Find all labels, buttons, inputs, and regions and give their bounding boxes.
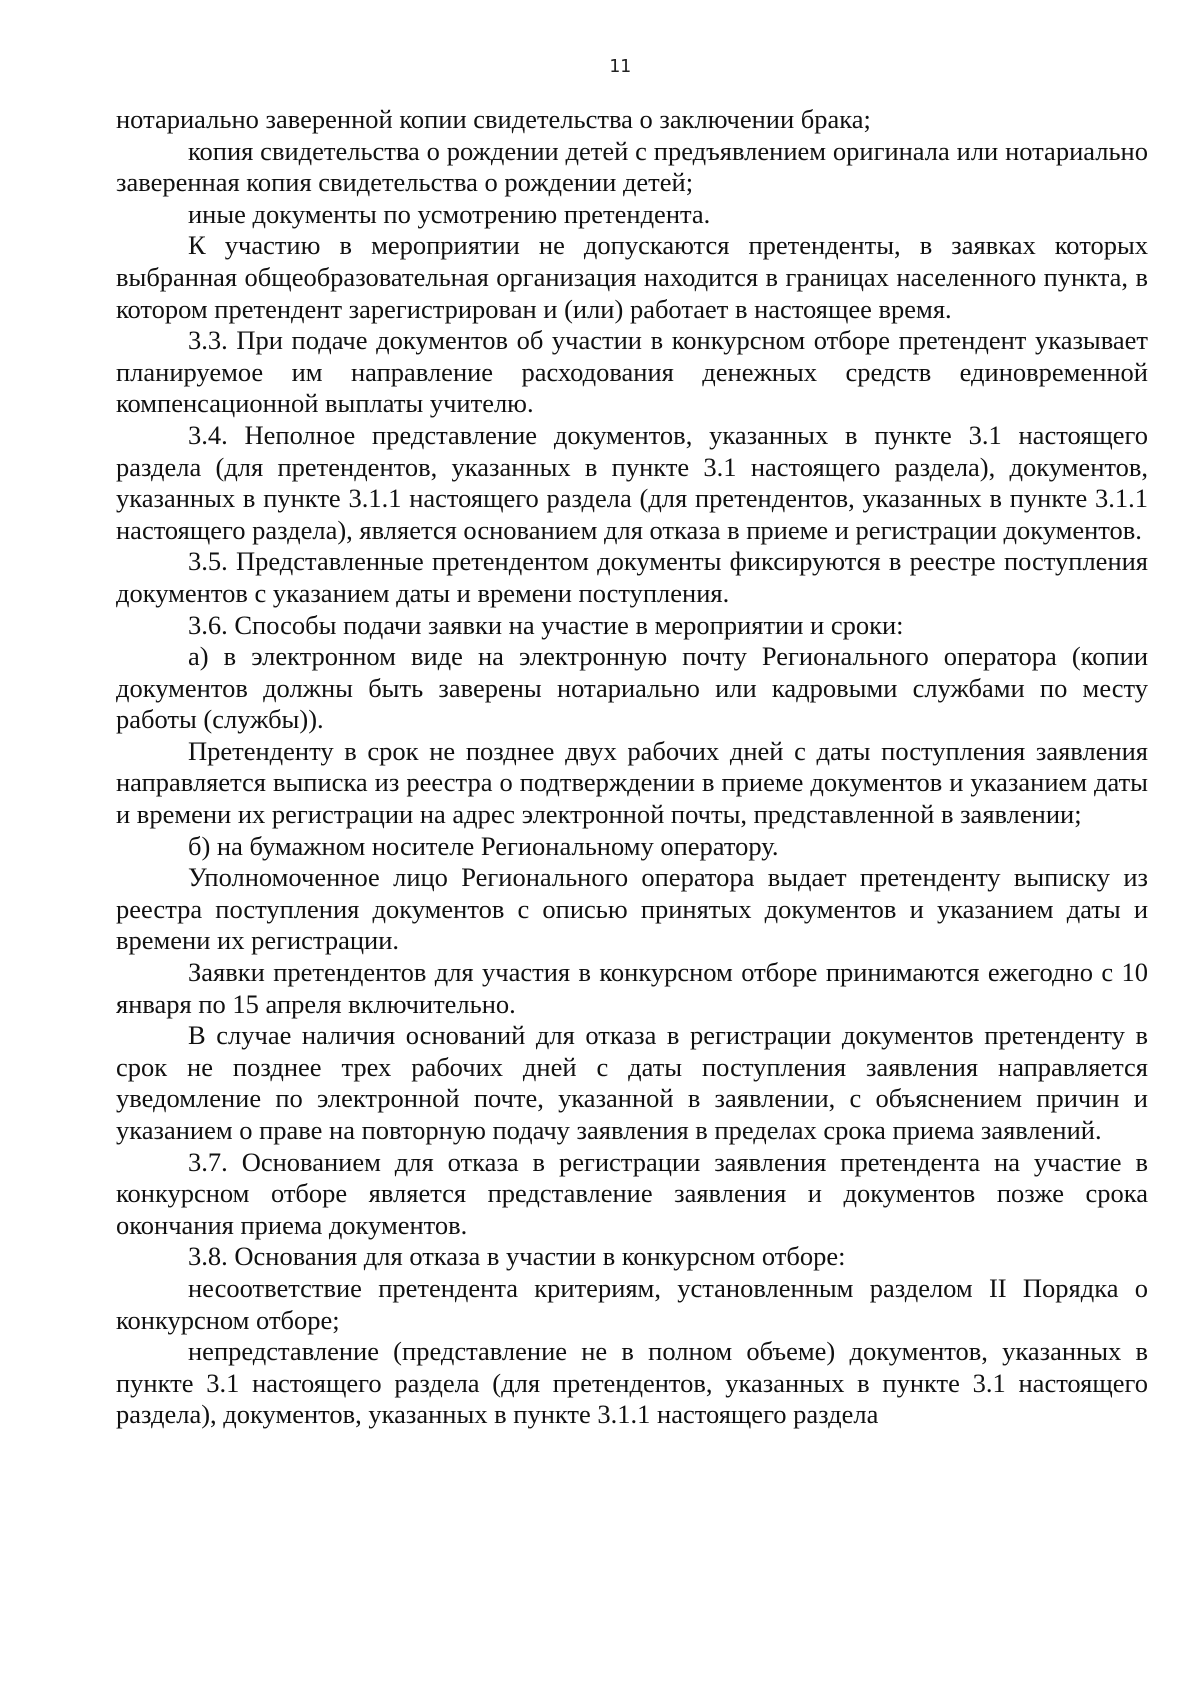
paragraph: 3.7. Основанием для отказа в регистрации заявления претендента на участие в конкурсном отборе является представление заявления и документов позже срока окончания приема документов.	[116, 1146, 1148, 1240]
paragraph: 3.3. При подаче документов об участии в конкурсном отборе претендент указывает планируемое им направление расходования денежных средств единовременной компенсационной выплаты учителю.	[116, 325, 1148, 419]
paragraph: 3.4. Неполное представление документов, указанных в пункте 3.1 настоящего раздела (для претендентов, указанных в пункте 3.1 настоящего раздела), документов, указанных в пункте 3.1.1 настоящего раздела (для претендентов, указанных в пункте 3.1.1 настоящего раздела), является основанием для отказа в приеме и регистрации документов.	[116, 419, 1148, 545]
paragraph: б) на бумажном носителе Региональному оператору.	[188, 830, 779, 861]
paragraph: непредставление (представление не в полном объеме) документов, указанных в пункте 3.1 настоящего раздела (для претендентов, указанных в пункте 3.1 настоящего раздела), документов, указанных в пункте 3.1.1 настоящего раздела	[116, 1336, 1148, 1430]
paragraph: Претенденту в срок не позднее двух рабочих дней с даты поступления заявления направляется выписка из реестра о подтверждении в приеме документов и указанием даты и времени их регистрации на адрес электронной почты, представленной в заявлении;	[116, 735, 1148, 830]
paragraph: а) в электронном виде на электронную почту Регионального оператора (копии документов должны быть заверены нотариально или кадровыми службами по месту работы (службы)).	[116, 641, 1148, 735]
paragraph: копия свидетельства о рождении детей с предъявлением оригинала или нотариально заверенная копия свидетельства о рождении детей;	[116, 135, 1148, 198]
paragraph: иные документы по усмотрению претендента.	[188, 198, 711, 229]
paragraph: Заявки претендентов для участия в конкурсном отборе принимаются ежегодно с 10 января по 15 апреля включительно.	[116, 957, 1148, 1019]
document-body	[116, 104, 1148, 1431]
paragraph: несоответствие претендента критериям, установленным разделом II Порядка о конкурсном отборе;	[116, 1272, 1148, 1335]
paragraph: нотариально заверенной копии свидетельства о заключении брака;	[116, 104, 871, 134]
page-number: 11	[609, 56, 631, 77]
paragraph: 3.8. Основания для отказа в участии в конкурсном отборе:	[188, 1241, 846, 1272]
paragraph: 3.6. Способы подачи заявки на участие в мероприятии и сроки:	[188, 609, 904, 640]
paragraph: Уполномоченное лицо Регионального оператора выдает претенденту выписку из реестра поступления документов с описью принятых документов и указанием даты и времени их регистрации.	[116, 862, 1148, 956]
paragraph: К участию в мероприятии не допускаются претенденты, в заявках которых выбранная общеобразовательная организация находится в границах населенного пункта, в котором претендент зарегистрирован и (или) работает в настоящее время.	[116, 230, 1148, 324]
paragraph: В случае наличия оснований для отказа в регистрации документов претенденту в срок не позднее трех рабочих дней с даты поступления заявления направляется уведомление по электронной почте, указанной в заявлении, с объяснением причин и указанием о праве на повторную подачу заявления в пределах срока приема заявлений.	[116, 1020, 1148, 1145]
paragraph: 3.5. Представленные претендентом документы фиксируются в реестре поступления документов с указанием даты и времени поступления.	[116, 546, 1148, 608]
